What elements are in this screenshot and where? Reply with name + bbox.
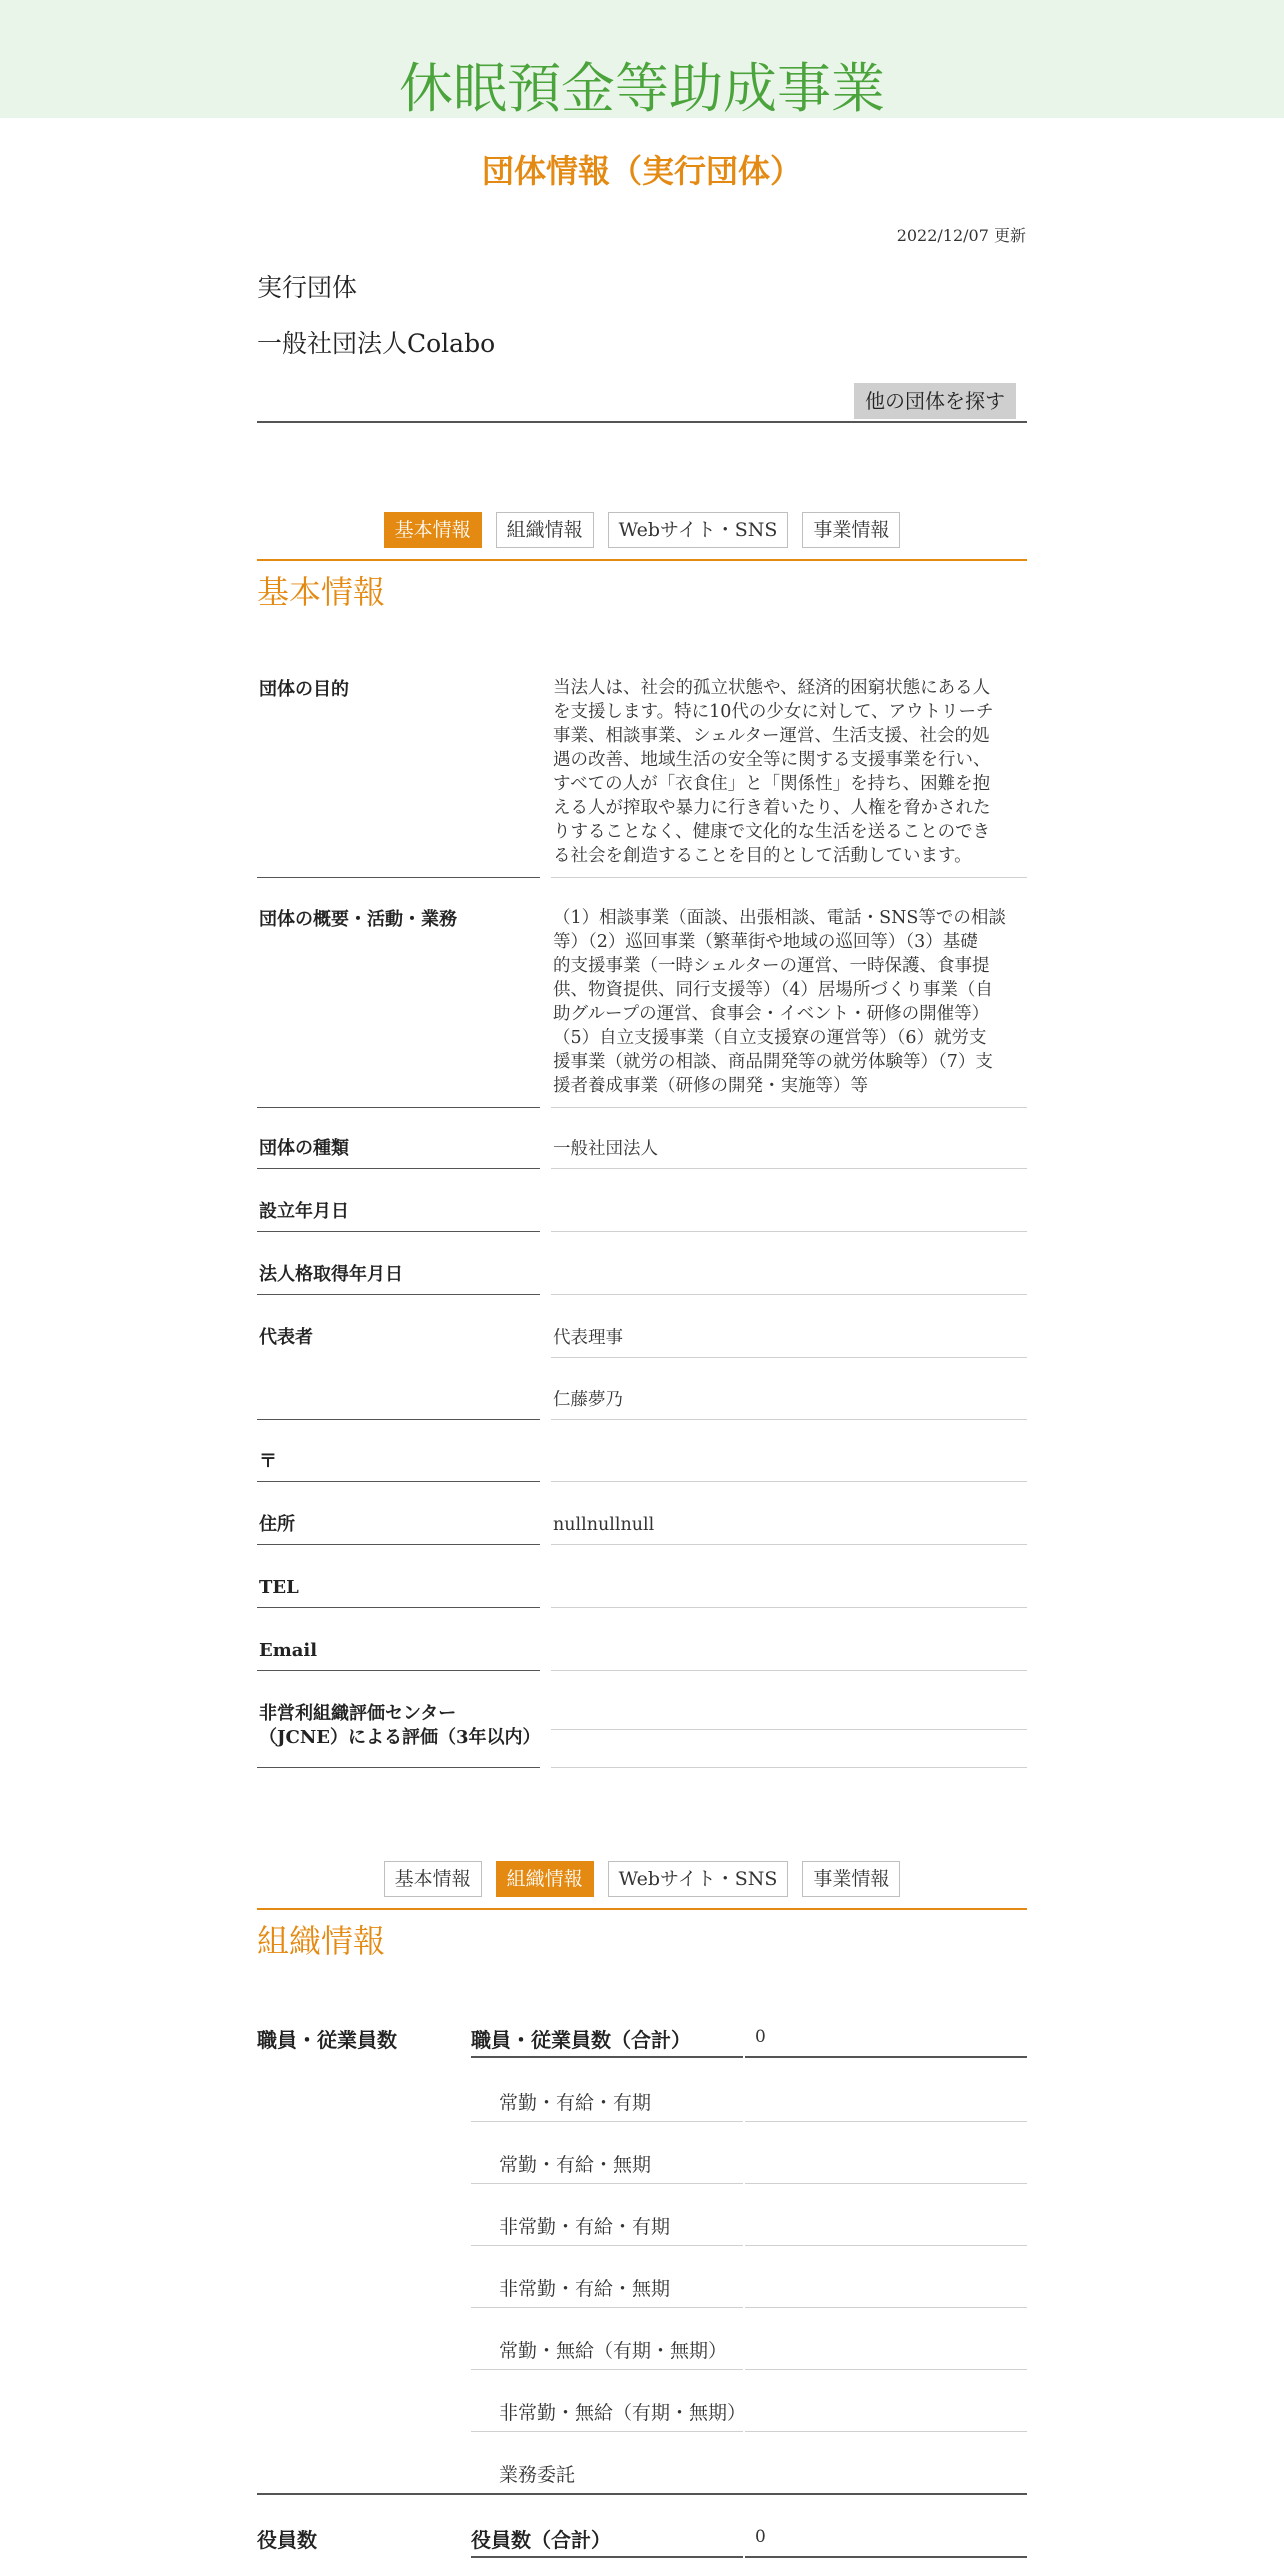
overview-line: （5）自立支援事業（自立支援寮の運営等）（6）就労支 bbox=[553, 1028, 987, 1048]
overview-line: （1）相談事業（面談、出張相談、電話・SNS等での相談 bbox=[553, 908, 1006, 928]
purpose-label: 団体の目的 bbox=[257, 678, 540, 878]
purpose-line: りすることなく、健康で文化的な生活を送ることのでき bbox=[553, 822, 991, 842]
section-divider bbox=[257, 559, 1027, 561]
address-label: 住所 bbox=[257, 1513, 540, 1545]
jcne-value bbox=[551, 1702, 1027, 1730]
tab-website-sns[interactable]: Webサイト・SNS bbox=[608, 512, 789, 548]
staff-count-label: 職員・従業員数 bbox=[257, 2028, 397, 2052]
tab-org-info[interactable]: 組織情報 bbox=[496, 1861, 594, 1897]
incorporated-value bbox=[551, 1263, 1027, 1295]
org-kind-value: 一般社団法人 bbox=[551, 1137, 1027, 1169]
purpose-line: を支援します。特に10代の少女に対して、アウトリーチ bbox=[553, 702, 994, 722]
tab-basic-info[interactable]: 基本情報 bbox=[384, 1861, 482, 1897]
officer-total-value: 0 bbox=[745, 2524, 1027, 2558]
tab-website-sns[interactable]: Webサイト・SNS bbox=[608, 1861, 789, 1897]
overview-line: 助グループの運営、食事会・イベント・研修の開催等） bbox=[553, 1004, 990, 1024]
representative-title: 代表理事 bbox=[551, 1326, 1027, 1358]
staff-sub-label: 常勤・有給・有期 bbox=[471, 2090, 743, 2122]
tel-value bbox=[551, 1576, 1027, 1608]
purpose-line: 事業、相談事業、シェルター運営、生活支援、社会的処 bbox=[553, 726, 990, 746]
staff-sub-value bbox=[745, 2400, 1027, 2432]
jcne-label bbox=[257, 1702, 540, 1768]
staff-sub-value bbox=[745, 2462, 1027, 2494]
overview-line: 的支援事業（一時シェルターの運営、一時保護、食事提 bbox=[553, 956, 990, 976]
purpose-value bbox=[551, 676, 1027, 878]
email-label: Email bbox=[257, 1639, 540, 1671]
overview-value bbox=[551, 906, 1027, 1108]
staff-sub-value bbox=[745, 2338, 1027, 2370]
header-divider bbox=[257, 421, 1027, 423]
purpose-line: る社会を創造することを目的として活動しています。 bbox=[553, 846, 972, 866]
overview-line: 援事業（就労の相談、商品開発等の就労体験等）（7）支 bbox=[553, 1052, 993, 1072]
tab-basic-info[interactable]: 基本情報 bbox=[384, 512, 482, 548]
tab-org-info[interactable]: 組織情報 bbox=[496, 512, 594, 548]
section-divider bbox=[257, 1908, 1027, 1910]
representative-label: 代表者 bbox=[257, 1326, 540, 1420]
staff-sub-label: 非常勤・有給・無期 bbox=[471, 2276, 743, 2308]
purpose-line: すべての人が「衣食住」と「関係性」を持ち、困難を抱 bbox=[553, 774, 991, 794]
purpose-line: 当法人は、社会的孤立状態や、経済的困窮状態にある人 bbox=[553, 678, 991, 698]
staff-sub-value bbox=[745, 2214, 1027, 2246]
staff-sub-value bbox=[745, 2090, 1027, 2122]
section-tabs bbox=[0, 1861, 1284, 1897]
postal-value bbox=[551, 1450, 1027, 1482]
org-info-title: 組織情報 bbox=[257, 1922, 386, 1960]
officer-total-label: 役員数（合計） bbox=[471, 2527, 743, 2558]
staff-sub-label: 業務委託 bbox=[499, 2464, 576, 2486]
page-heading: 団体情報（実行団体） bbox=[481, 152, 802, 190]
site-title: 休眠預金等助成事業 bbox=[399, 57, 885, 120]
incorporated-label: 法人格取得年月日 bbox=[257, 1263, 540, 1295]
representative-name: 仁藤夢乃 bbox=[551, 1388, 1027, 1420]
founded-value bbox=[551, 1200, 1027, 1232]
staff-total-value: 0 bbox=[745, 2024, 1027, 2058]
staff-total-label: 職員・従業員数（合計） bbox=[471, 2027, 743, 2058]
staff-block-divider bbox=[257, 2493, 1027, 2495]
updated-date: 2022/12/07 更新 bbox=[896, 226, 1026, 245]
tab-project-info[interactable]: 事業情報 bbox=[802, 512, 900, 548]
staff-sub-value bbox=[745, 2276, 1027, 2308]
overview-line: 等）（2）巡回事業（繁華街や地域の巡回等）（3）基礎 bbox=[553, 932, 978, 952]
officer-count-label: 役員数 bbox=[257, 2528, 317, 2552]
search-other-orgs-button[interactable]: 他の団体を探す bbox=[854, 383, 1016, 419]
staff-sub-label: 常勤・無給（有期・無期） bbox=[471, 2338, 743, 2370]
purpose-line: える人が搾取や暴力に行き着いたり、人権を脅かされた bbox=[553, 798, 991, 818]
email-value bbox=[551, 1639, 1027, 1671]
org-name: 一般社団法人Colabo bbox=[257, 329, 496, 358]
jcne-value-extra bbox=[551, 1730, 1027, 1768]
jcne-label-line: 非営利組織評価センター bbox=[259, 1703, 457, 1724]
section-tabs bbox=[0, 512, 1284, 548]
overview-line: 供、物資提供、同行支援等）（4）居場所づくり事業（自 bbox=[553, 980, 993, 1000]
org-type: 実行団体 bbox=[257, 273, 358, 302]
tab-project-info[interactable]: 事業情報 bbox=[802, 1861, 900, 1897]
staff-sub-value bbox=[745, 2152, 1027, 2184]
basic-info-title: 基本情報 bbox=[257, 573, 386, 611]
overview-label: 団体の概要・活動・業務 bbox=[257, 908, 540, 1108]
purpose-line: 遇の改善、地域生活の安全等に関する支援事業を行い、 bbox=[553, 750, 991, 770]
tel-label: TEL bbox=[257, 1576, 540, 1608]
jcne-label-line: （JCNE）による評価（3年以内） bbox=[259, 1727, 541, 1748]
staff-sub-label: 非常勤・有給・有期 bbox=[471, 2214, 743, 2246]
postal-label: 〒 bbox=[257, 1450, 540, 1482]
address-value: nullnullnull bbox=[551, 1513, 1027, 1545]
org-kind-label: 団体の種類 bbox=[257, 1137, 540, 1169]
staff-sub-label: 非常勤・無給（有期・無期） bbox=[471, 2400, 743, 2432]
overview-line: 援者養成事業（研修の開発・実施等）等 bbox=[553, 1076, 868, 1096]
staff-sub-label: 常勤・有給・無期 bbox=[471, 2152, 743, 2184]
founded-label: 設立年月日 bbox=[257, 1200, 540, 1232]
